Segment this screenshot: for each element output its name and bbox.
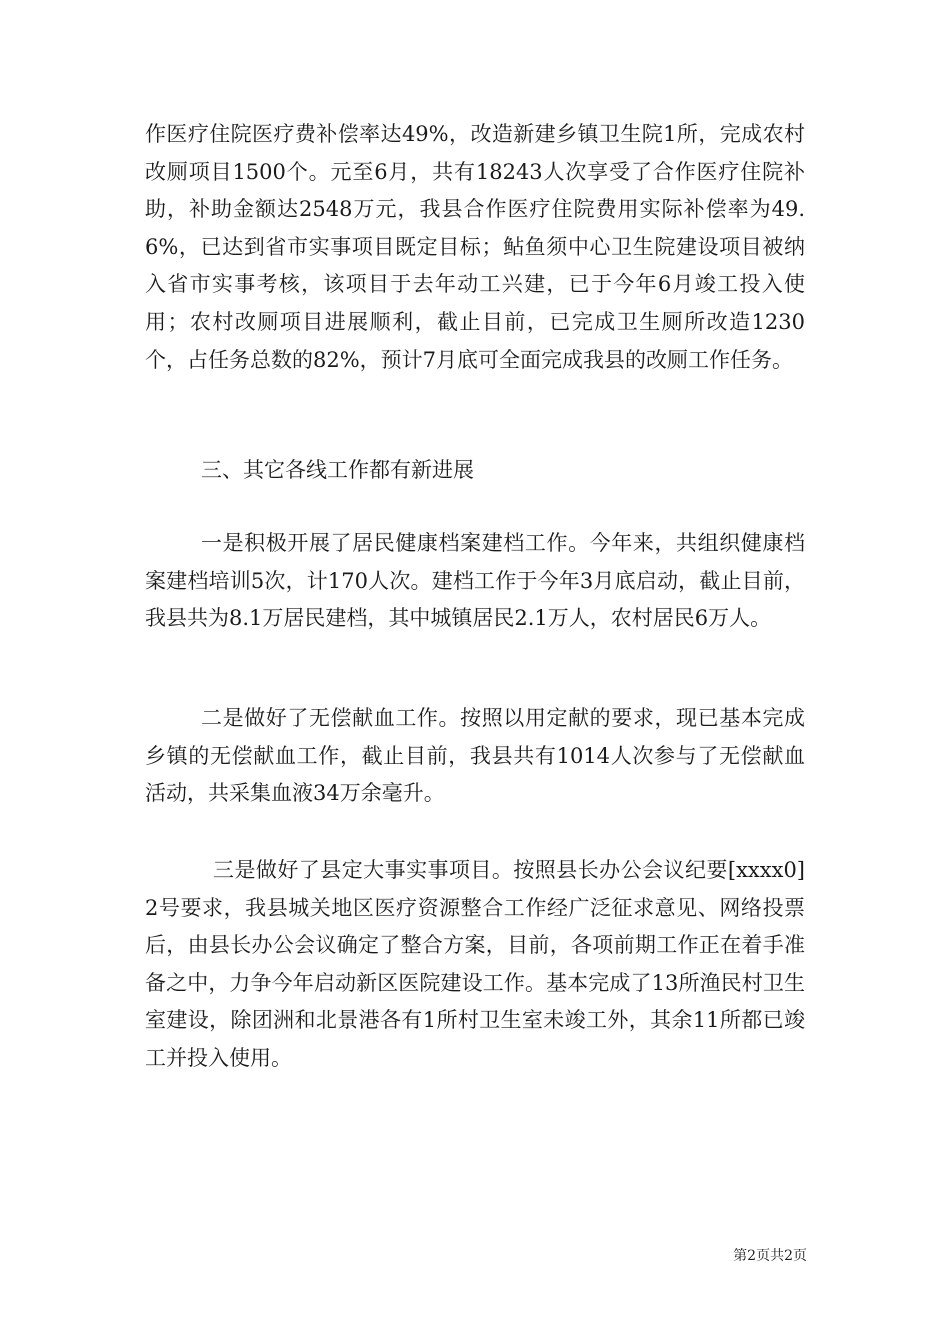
paragraph-blood-donation: 二是做好了无偿献血工作。按照以用定献的要求，现已基本完成乡镇的无偿献血工作，截止目前，我县共有1014人次参与了无偿献血活动，共采集血液34万余毫升。 [145,706,805,806]
paragraph-health-records: 一是积极开展了居民健康档案建档工作。今年来，共组织健康档案建档培训5次，计170人次。建档工作于今年3月底启动，截止目前，我县共为8.1万居民建档，其中城镇居民2.1万人，农村居民6万人。 [145,531,805,631]
section-heading: 三、其它各线工作都有新进展 [201,458,474,482]
page-number-footer: 第2页共2页 [733,1248,807,1264]
paragraph-county-projects: 三是做好了县定大事实事项目。按照县长办公会议纪要[xxxx0]2号要求，我县城关地区医疗资源整合工作经广泛征求意见、网络投票后，由县长办公会议确定了整合方案，目前，各项前期工作正在着手准备之中，力争今年启动新区医院建设工作。基本完成了13所渔民村卫生室建设，除团洲和北景港各有1所村卫生室未竣工外，其余11所都已竣工并投入使用。 [145,858,805,1070]
paragraph-medical-insurance: 作医疗住院医疗费补偿率达49%，改造新建乡镇卫生院1所，完成农村改厕项目1500个。元至6月，共有18243人次享受了合作医疗住院补助，补助金额达2548万元，我县合作医疗住院费用实际补偿率为49.6%，已达到省市实事项目既定目标；鲇鱼须中心卫生院建设项目被纳入省市实事考核，该项目于去年动工兴建，已于今年6月竣工投入使用；农村改厕项目进展顺利，截止目前，已完成卫生厕所改造1230个，占任务总数的82%，预计7月底可全面完成我县的改厕工作任务。 [145,122,805,372]
